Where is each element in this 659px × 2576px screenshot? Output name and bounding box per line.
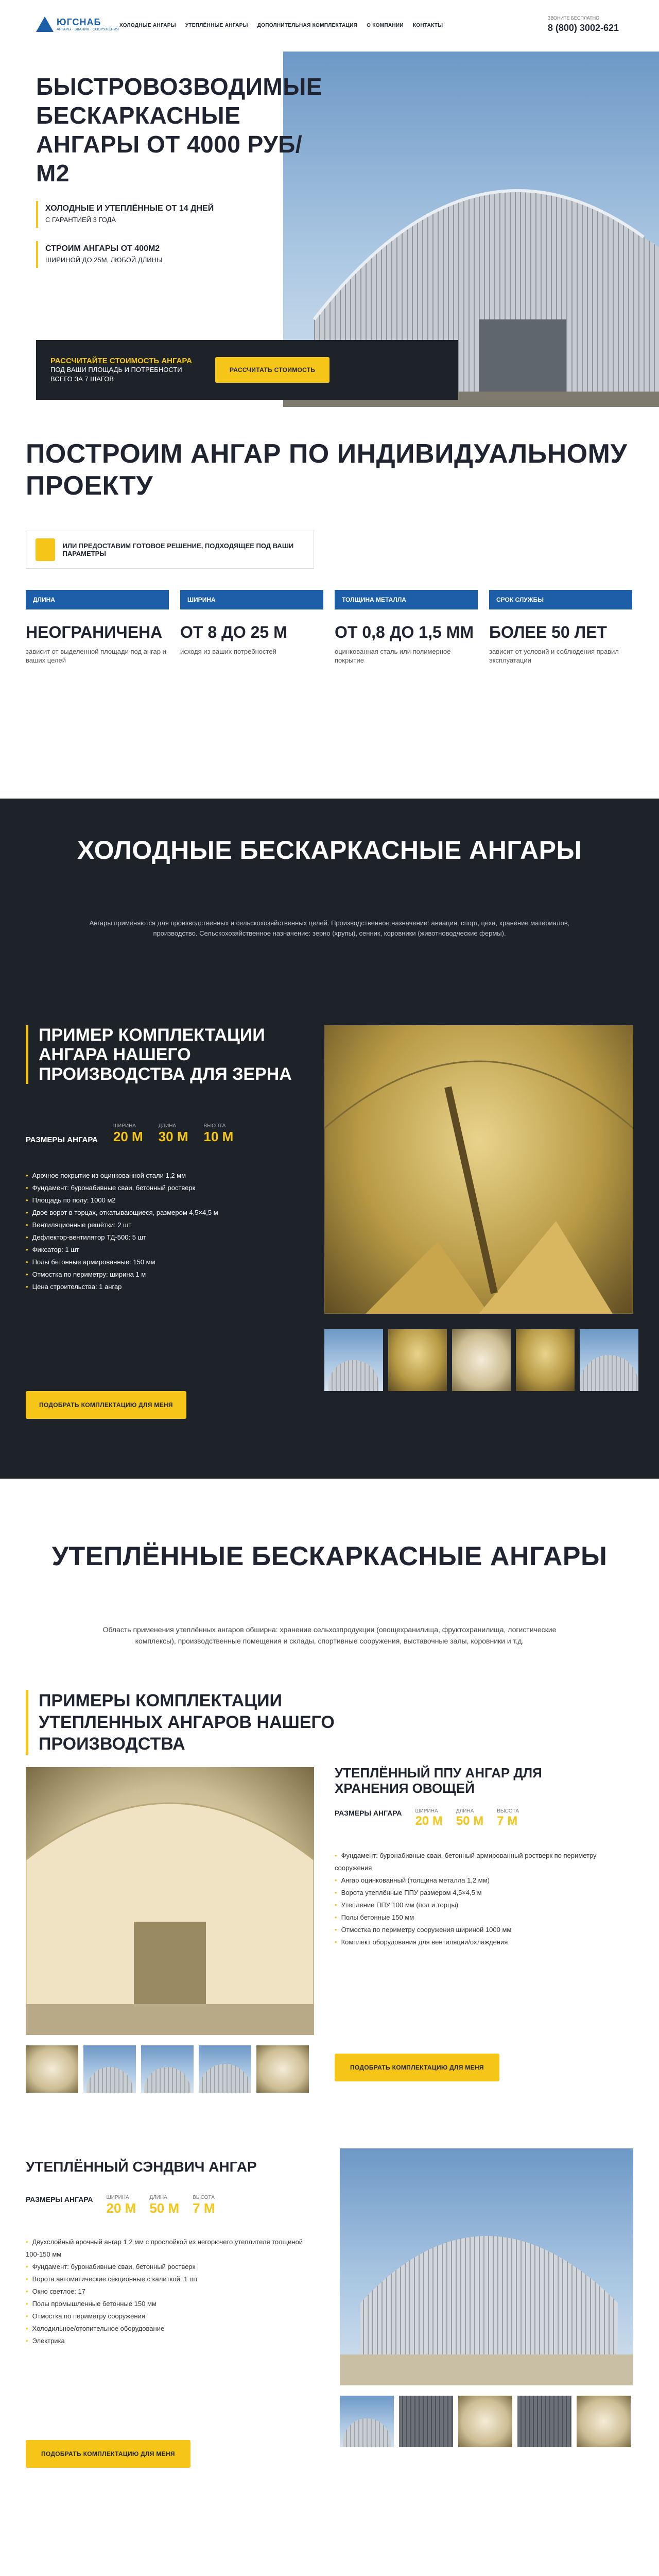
- thumbnail[interactable]: [580, 1329, 638, 1391]
- list-item: • Отмостка по периметру сооружения шириной 1000 мм: [335, 1924, 623, 1936]
- hero-feature-1-sub: С ГАРАНТИЕЙ 3 ГОДА: [45, 216, 116, 224]
- list-item: • Арочное покрытие из оцинкованной стали 1,2 мм: [26, 1170, 304, 1182]
- thumbnail[interactable]: [340, 2396, 394, 2447]
- ready-solution-text: ИЛИ ПРЕДОСТАВИМ ГОТОВОЕ РЕШЕНИЕ, ПОДХОДЯЩЕЕ ПОД ВАШИ ПАРАМЕТРЫ: [62, 542, 294, 557]
- insulated-hangars-section: [26, 1479, 633, 2576]
- spec-tag: ДЛИНА: [26, 590, 169, 609]
- spec-value: ОТ 8 ДО 25 М: [180, 623, 287, 641]
- cold-spec-list: [26, 1170, 304, 1293]
- spec-tag: СРОК СЛУЖБЫ: [489, 590, 632, 609]
- insulated-lead: Область применения утеплённых ангаров обширна: хранение сельхозпродукции (овощехранилища, фруктохранилища, логистические комплексы), производственные помещения и склады, спортивные сооружения, выставочные залы, коровники и т.д.: [102, 1625, 557, 1645]
- thumbnail[interactable]: [324, 1329, 383, 1391]
- logo-mark-icon: [36, 16, 54, 32]
- size-key: ШИРИНА: [113, 1123, 136, 1129]
- spec-value: БОЛЕЕ 50 ЛЕТ: [489, 623, 607, 641]
- list-item: • Полы бетонные 150 мм: [335, 1911, 623, 1924]
- size-value: 20 М: [113, 1129, 143, 1144]
- thumbnail[interactable]: [199, 2045, 251, 2093]
- vegetable-thumbnails: [26, 2045, 309, 2093]
- sandwich-thumbnails: [340, 2396, 631, 2447]
- list-item: • Электрика: [26, 2335, 314, 2347]
- size-key: ВЫСОТА: [193, 2195, 215, 2200]
- nav-extra[interactable]: ДОПОЛНИТЕЛЬНАЯ КОМПЛЕКТАЦИЯ: [257, 23, 358, 28]
- size-key: ШИРИНА: [106, 2195, 129, 2200]
- size-key: ВЫСОТА: [203, 1123, 226, 1129]
- nav-about[interactable]: О КОМПАНИИ: [367, 23, 404, 28]
- cold-sizes: [26, 1123, 233, 1145]
- hero-feature-2: [36, 241, 304, 268]
- thumbnail[interactable]: [141, 2045, 194, 2093]
- main-nav: [119, 23, 443, 28]
- thumbnail[interactable]: [256, 2045, 309, 2093]
- site-header: [0, 0, 659, 52]
- nav-insulated[interactable]: УТЕПЛЁННЫЕ АНГАРЫ: [185, 23, 248, 28]
- size-value: 50 М: [149, 2200, 180, 2216]
- vegetable-sizes: [335, 1808, 519, 1828]
- hero-content: [36, 72, 322, 268]
- spec-value: ОТ 0,8 ДО 1,5 ММ: [335, 623, 474, 641]
- project-section: [26, 407, 633, 799]
- logo-subtitle: АНГАРЫ · ЗДАНИЯ · СООРУЖЕНИЯ: [57, 28, 119, 31]
- cold-title: ХОЛОДНЫЕ БЕСКАРКАСНЫЕ АНГАРЫ: [77, 836, 582, 865]
- calculate-button[interactable]: РАССЧИТАТЬ СТОИМОСТЬ: [215, 357, 330, 383]
- size-key: ВЫСОТА: [497, 1808, 519, 1814]
- list-item: • Двухслойный арочный ангар 1,2 мм с прослойкой из негорючего утеплителя толщиной 100-150 мм: [26, 2236, 314, 2261]
- company-logo[interactable]: [36, 16, 119, 32]
- vegetable-storage-photo[interactable]: [26, 1767, 314, 2035]
- hero-title: БЫСТРОВОЗВОДИМЫЕ БЕСКАРКАСНЫЕ АНГАРЫ ОТ 4000 РУБ/М2: [36, 73, 322, 187]
- vegetable-hangar-title: УТЕПЛЁННЫЙ ППУ АНГАР ДЛЯ ХРАНЕНИЯ ОВОЩЕЙ: [335, 1765, 542, 1796]
- size-value: 7 М: [497, 1814, 518, 1828]
- spec-desc: оцинкованная сталь или полимерное покрытие: [335, 648, 451, 664]
- insulated-examples-title: ПРИМЕРЫ КОМПЛЕКТАЦИИ УТЕПЛЕННЫХ АНГАРОВ НАШЕГО ПРОИЗВОДСТВА: [26, 1690, 355, 1755]
- size-value: 20 М: [106, 2200, 136, 2216]
- list-item: • Комплект оборудования для вентиляции/охлаждения: [335, 1936, 623, 1948]
- list-item: • Фундамент: буронабивные сваи, бетонный армированный ростверк по периметру сооружения: [335, 1850, 623, 1874]
- spec-desc: исходя из ваших потребностей: [180, 648, 276, 655]
- list-item: • Фиксатор: 1 шт: [26, 1244, 304, 1256]
- thumbnail[interactable]: [26, 2045, 78, 2093]
- thumbnail[interactable]: [458, 2396, 512, 2447]
- list-item: • Двое ворот в торцах, откатывающиеся, размером 4,5×4,5 м: [26, 1207, 304, 1219]
- size-key: ДЛИНА: [158, 1123, 177, 1129]
- size-key: ДЛИНА: [149, 2195, 167, 2200]
- hero-feature-2-sub: ШИРИНОЙ ДО 25М, ЛЮБОЙ ДЛИНЫ: [45, 256, 163, 264]
- list-item: • Полы бетонные армированные: 150 мм: [26, 1256, 304, 1268]
- size-key: ДЛИНА: [456, 1808, 474, 1814]
- hero-section: [0, 52, 659, 407]
- spec-tag: ТОЛЩИНА МЕТАЛЛА: [335, 590, 478, 609]
- hero-feature-1-main: ХОЛОДНЫЕ И УТЕПЛЁННЫЕ ОТ 14 ДНЕЙ: [45, 204, 214, 213]
- sandwich-sizes: [26, 2195, 215, 2216]
- spec-thickness: [335, 590, 478, 665]
- hero-feature-1: [36, 201, 304, 228]
- list-item: • Холодильное/отопительное оборудование: [26, 2323, 314, 2335]
- list-item: • Полы промышленные бетонные 150 мм: [26, 2298, 314, 2310]
- spec-length: [26, 590, 169, 665]
- spec-desc: зависит от условий и соблюдения правил эксплуатации: [489, 648, 619, 664]
- cold-hangars-section: [0, 799, 659, 1479]
- thumbnail[interactable]: [83, 2045, 136, 2093]
- size-value: 7 М: [193, 2200, 215, 2216]
- thumbnail[interactable]: [399, 2396, 453, 2447]
- sandwich-hangar-title: УТЕПЛЁННЫЙ СЭНДВИЧ АНГАР: [26, 2159, 257, 2175]
- list-item: • Окно светлое: 17: [26, 2285, 314, 2298]
- size-value: 50 М: [456, 1814, 484, 1828]
- sandwich-hangar-illustration: [340, 2148, 633, 2385]
- spec-desc: зависит от выделенной площади под ангар и ваших целей: [26, 648, 166, 664]
- sandwich-configure-button[interactable]: ПОДОБРАТЬ КОМПЛЕКТАЦИЮ ДЛЯ МЕНЯ: [26, 2440, 190, 2468]
- insulated-title: УТЕПЛЁННЫЕ БЕСКАРКАСНЫЕ АНГАРЫ: [51, 1541, 608, 1571]
- nav-contacts[interactable]: КОНТАКТЫ: [412, 23, 443, 28]
- header-contact: [548, 15, 619, 33]
- hero-feature-2-main: СТРОИМ АНГАРЫ ОТ 400М2: [45, 244, 160, 253]
- cold-example-title: ПРИМЕР КОМПЛЕКТАЦИИ АНГАРА НАШЕГО ПРОИЗВОДСТВА ДЛЯ ЗЕРНА: [26, 1025, 293, 1084]
- ready-solution-note: [26, 531, 314, 569]
- grain-conveyor-illustration: [324, 1025, 633, 1314]
- list-item: • Ворота автоматические секционные с калиткой: 1 шт: [26, 2273, 314, 2285]
- document-icon: [36, 538, 55, 561]
- list-item: • Ангар оцинкованный (толщина металла 1,2 мм): [335, 1874, 623, 1887]
- sandwich-spec-list: [26, 2236, 314, 2347]
- spec-tag: ШИРИНА: [180, 590, 323, 609]
- size-value: 30 М: [158, 1129, 188, 1144]
- grain-hangar-photo[interactable]: [324, 1025, 633, 1314]
- nav-cold[interactable]: ХОЛОДНЫЕ АНГАРЫ: [119, 23, 176, 28]
- vegetable-configure-button[interactable]: ПОДОБРАТЬ КОМПЛЕКТАЦИЮ ДЛЯ МЕНЯ: [335, 2054, 499, 2081]
- cta-title: РАССЧИТАЙТЕ СТОИМОСТЬ АНГАРА: [50, 356, 192, 365]
- sizes-label: РАЗМЕРЫ АНГАРА: [335, 1809, 402, 1817]
- list-item: • Фундамент: буронабивные сваи, бетонный ростверк: [26, 1182, 304, 1194]
- list-item: • Ворота утеплённые ППУ размером 4,5×4,5 м: [335, 1887, 623, 1899]
- cta-text: ПОД ВАШИ ПЛОЩАДЬ И ПОТРЕБНОСТИ ВСЕГО ЗА 7 ШАГОВ: [50, 365, 182, 383]
- cold-configure-button[interactable]: ПОДОБРАТЬ КОМПЛЕКТАЦИЮ ДЛЯ МЕНЯ: [26, 1391, 186, 1419]
- size-key: ШИРИНА: [415, 1808, 438, 1814]
- header-phone[interactable]: 8 (800) 3002-621: [547, 23, 619, 33]
- list-item: • Отмостка по периметру: ширина 1 м: [26, 1268, 304, 1281]
- spec-width: [180, 590, 323, 665]
- calculate-cta-bar: [36, 340, 458, 400]
- sizes-label: РАЗМЕРЫ АНГАРА: [26, 2195, 93, 2204]
- vegetable-spec-list: [335, 1850, 623, 1948]
- spec-lifetime: [489, 590, 632, 665]
- list-item: • Отмостка по периметру сооружения: [26, 2310, 314, 2323]
- sandwich-hangar-photo[interactable]: [340, 2148, 633, 2385]
- thumbnail[interactable]: [517, 2396, 571, 2447]
- cold-thumbnails: [324, 1329, 638, 1391]
- size-value: 10 М: [203, 1129, 234, 1144]
- spec-value: НЕОГРАНИЧЕНА: [26, 623, 163, 641]
- list-item: • Вентиляционные решётки: 2 шт: [26, 1219, 304, 1231]
- cold-lead: Ангары применяются для производственных и сельскохозяйственных целей. Производственное назначение: авиация, спорт, цеха, хранение материалов, производство. Сельскохозяйственное назначение: зерно (хрупы), сенник, коровники (животноводческие фермы).: [89, 919, 570, 937]
- phone-label: ЗВОНИТЕ БЕСПЛАТНО: [547, 15, 600, 21]
- logo-text: ЮГСНАБ: [57, 17, 101, 27]
- list-item: • Площадь по полу: 1000 м2: [26, 1194, 304, 1207]
- thumbnail[interactable]: [452, 1329, 511, 1391]
- sizes-label: РАЗМЕРЫ АНГАРА: [26, 1136, 98, 1144]
- thumbnail[interactable]: [577, 2396, 631, 2447]
- list-item: • Цена строительства: 1 ангар: [26, 1281, 304, 1293]
- list-item: • Дефлектор-вентилятор ТД-500: 5 шт: [26, 1231, 304, 1244]
- list-item: • Фундамент: буронабивные сваи, бетонный ростверк: [26, 2261, 314, 2273]
- project-title: ПОСТРОИМ АНГАР ПО ИНДИВИДУАЛЬНОМУ ПРОЕКТУ: [26, 439, 628, 501]
- list-item: • Утепление ППУ 100 мм (пол и торцы): [335, 1899, 623, 1911]
- spec-cards: [26, 590, 632, 665]
- thumbnail[interactable]: [516, 1329, 575, 1391]
- thumbnail[interactable]: [388, 1329, 447, 1391]
- insulated-interior-illustration: [26, 1767, 314, 2035]
- size-value: 20 М: [415, 1814, 443, 1828]
